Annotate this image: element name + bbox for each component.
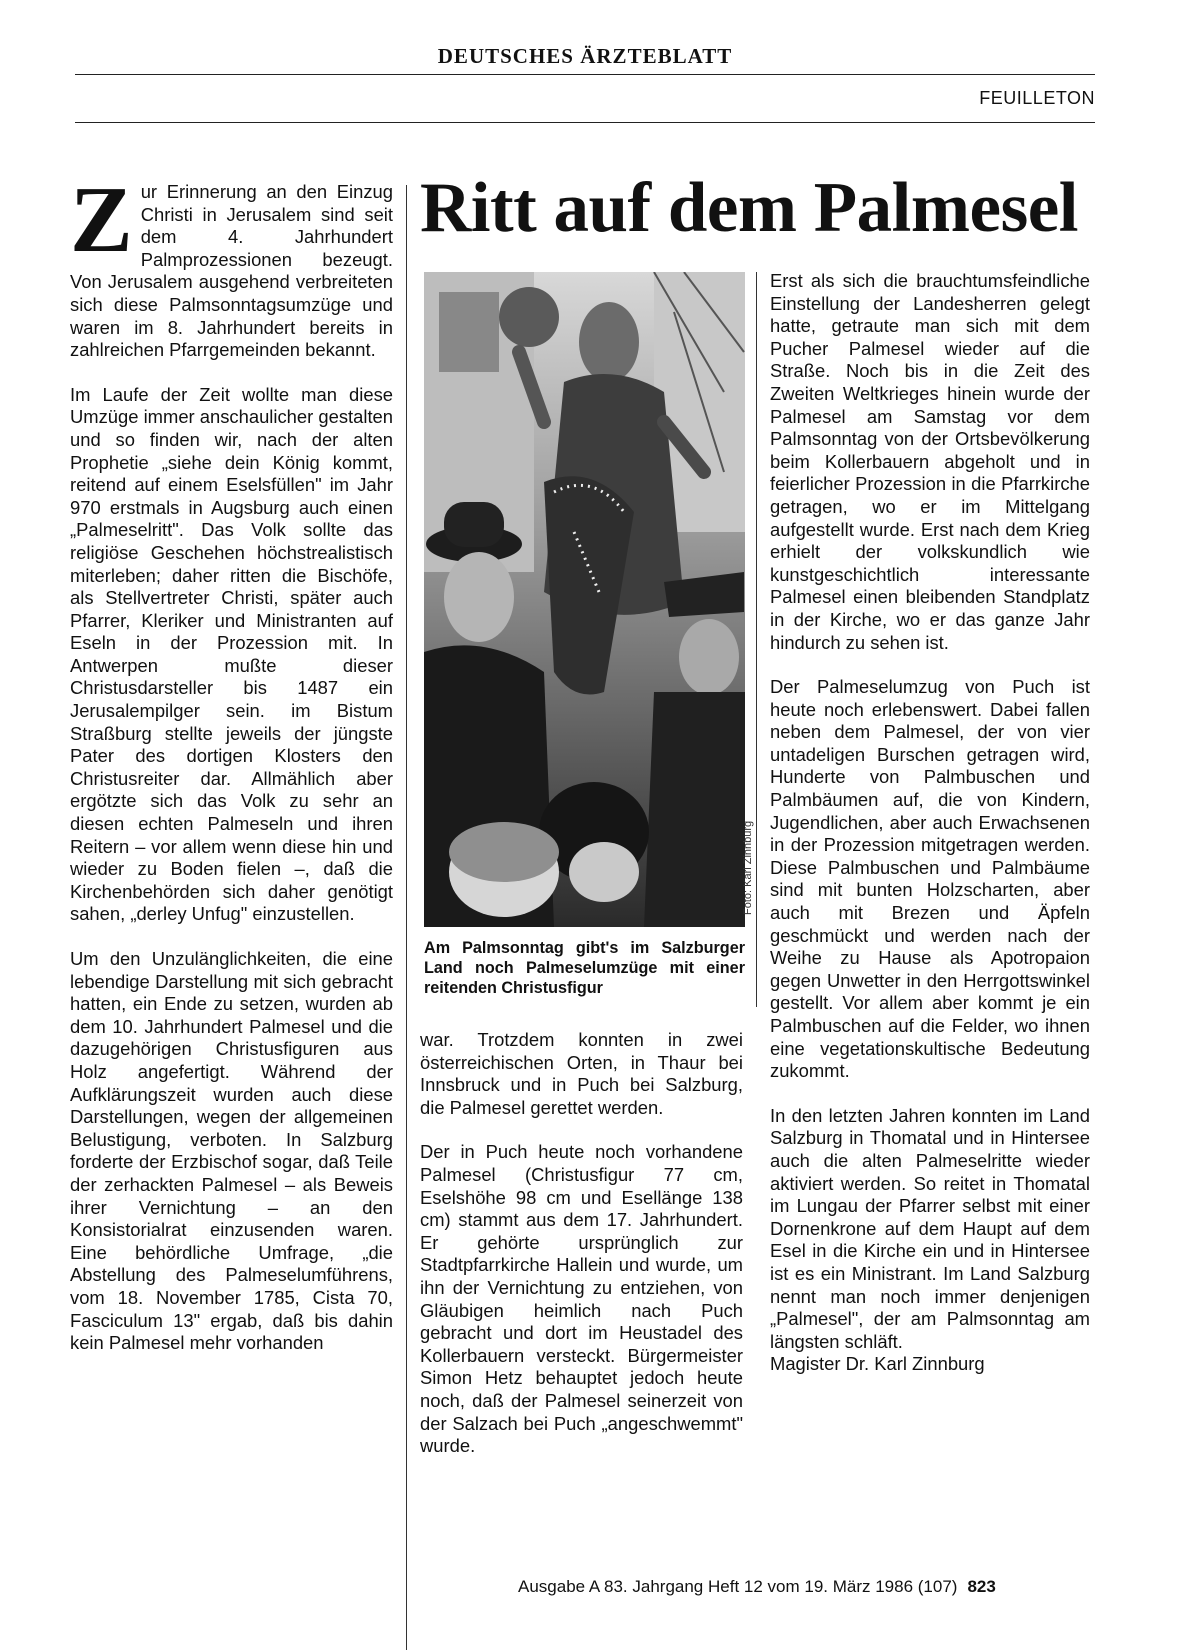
column-divider-left <box>406 185 407 1650</box>
paragraph: Der in Puch heute noch vorhandene Palmesel (Christusfigur 77 cm, Eselshöhe 98 cm und Esellänge 138 cm) stammt aus dem 17. Jahrhundert. Er gehörte ursprünglich zur Stadtpfarrkirche Hallein und wurde, um ihn der Vernichtung zu entziehen, von Gläubigen heimlich nach Puch gebracht und dort im Heustadel des Kollerbauern versteckt. Bürgermeister Simon Hetz behauptet jedoch heute noch, daß der Palmesel seinerzeit von der Salzach bei Puch „angeschwemmt" wurde. <box>420 1141 743 1457</box>
paragraph: war. Trotzdem konnten in zwei österreichischen Orten, in Thaur bei Innsbruck und in Puch bei Salzburg, die Palmesel gerettet werden. <box>420 1029 743 1118</box>
paragraph: Um den Unzulänglichkeiten, die eine lebendige Darstellung mit sich gebracht hatten, ein Ende zu setzen, wurden ab dem 10. Jahrhundert Palmesel und die dazugehörigen Christusfiguren aus Holz angefertigt. Während der Aufklärungszeit wurden auch diese Darstellungen, wegen der allgemeinen Belustigung, verboten. In Salzburg forderte der Erzbischof sogar, daß Teile der zerhackten Palmesel – als Beweis ihrer Vernichtung – an den Konsistorialrat einzusenden waren. Eine behördliche Umfrage, „die Abstellung des Palmeselumführens, vom 18. November 1785, Cista 70, Fasciculum 13" ergab, daß bis dahin kein Palmesel mehr vorhanden <box>70 948 393 1354</box>
photo-illustration <box>424 272 745 927</box>
paragraph: Im Laufe der Zeit wollte man diese Umzüge immer anschaulicher gestalten und so finden wir, nach der alten Prophetie „siehe dein König kommt, reitend auf einem Eselsfüllen" im Jahr 970 erstmals in Augsburg auch einen „Palmeselritt". Das Volk sollte das religiöse Geschehen höchstrealistisch miterleben; daher ritten die Bischöfe, als Stellvertreter Christi, später auch Pfarrer, Kleriker und Ministranten auf Eseln in der Prozession mit. In Antwerpen mußte dieser Christusdarsteller bis 1487 ein Jerusalempilger sein. im Bistum Straßburg stellte jeweils der jüngste Pater des dortigen Klosters den Christusreiter dar. Allmählich aber ergötzte sich das Volk zu sehr an diesen echten Palmeseln und ihren Reitern – vor allem wenn diese hin und wieder zu Boden fielen –, daß die Kirchenbehörden sich daher genötigt sahen, „derley Unfug" einzustellen. <box>70 383 394 925</box>
masthead: DEUTSCHES ÄRZTEBLATT <box>437 44 733 68</box>
paragraph-text: ur Erinnerung an den Einzug Christi in Jerusalem sind seit dem 4. Jahrhundert Palmprozessionen bezeugt. Von Jerusalem ausgehend verbreiteten sich diese Palmsonntagsumzüge und waren im 8. Jahrhundert bereits in zahlreichen Pfarrgemeinden bekannt. <box>70 181 393 361</box>
issue-info: Ausgabe A 83. Jahrgang Heft 12 vom 19. März 1986 (107) <box>518 1577 958 1596</box>
paragraph: Erst als sich die brauchtumsfeindliche Einstellung der Landesherren gelegt hatte, getraute man sich mit dem Pucher Palmesel wieder auf die Straße. Noch bis in die Zeit des Zweiten Weltkrieges hinein wurde der Palmesel am Samstag vor dem Palmsonntag von der Ortsbevölkerung beim Kollerbauern abgeholt und in feierlicher Prozession in die Pfarrkirche getragen, wo er im Mittelgang aufgestellt wurde. Erst nach dem Krieg erhielt der volkskundlich wie kunstgeschichtlich interessante Palmesel einen bleibenden Standplatz in der Kirche, wo er das ganze Jahr hindurch zu sehen ist. <box>770 270 1090 653</box>
article-column-2 <box>420 1029 743 1480</box>
article-column-1 <box>70 168 394 1377</box>
photo-caption: Am Palmsonntag gibt's im Salzburger Land noch Palmeselumzüge mit einer reitenden Christusfigur <box>424 939 745 997</box>
masthead-rule <box>75 74 1095 75</box>
author-signature: Magister Dr. Karl Zinnburg <box>770 1353 985 1375</box>
paragraph: Der Palmeselumzug von Puch ist heute noch erlebenswert. Dabei fallen neben dem Palmesel, der von vier untadeligen Burschen getragen wird, Hunderte von Palmbuschen und Palmbäumen auf, die von Kindern, Jugendlichen, aber auch Erwachsenen in der Prozession mitgetragen werden. Diese Palmbuschen und Palmbäume sind mit bunten Holzscharten, aber auch mit Brezen und Äpfeln geschmückt und werden nach der Weihe zu Hause als Apotropaion gegen Unwetter in den Herrgottswinkel gestellt. Vor allem aber kommt je ein Palmbuschen auf die Felder, wo ihnen eine vegetationskultische Bedeutung zukommt. <box>770 676 1090 1082</box>
photo-credit: Foto: Karl Zinnburg <box>742 820 754 915</box>
page-number: 823 <box>967 1577 996 1596</box>
paragraph: In den letzten Jahren konnten im Land Salzburg in Thomatal und in Hintersee auch die alten Palmeselritte wieder aktiviert werden. So reitet in Thomatal im Lungau der Pfarrer selbst mit einer Dornenkrone auf dem Haupt auf dem Esel in die Kirche ein und in Hintersee ist es ein Ministrant. Im Land Salzburg nennt man noch immer denjenigen „Palmesel", der am Palmsonntag am längsten schläft. <box>770 1104 1090 1352</box>
article-title: Ritt auf dem Palmesel <box>420 169 1078 247</box>
article-photo <box>424 272 745 927</box>
section-rule <box>75 122 1095 123</box>
column-divider-right <box>756 272 757 1007</box>
dropcap: Z <box>70 168 133 272</box>
page-footer <box>518 1577 996 1597</box>
paragraph <box>70 168 393 362</box>
article-column-3 <box>770 270 1090 1398</box>
section-label: FEUILLETON <box>979 88 1095 108</box>
